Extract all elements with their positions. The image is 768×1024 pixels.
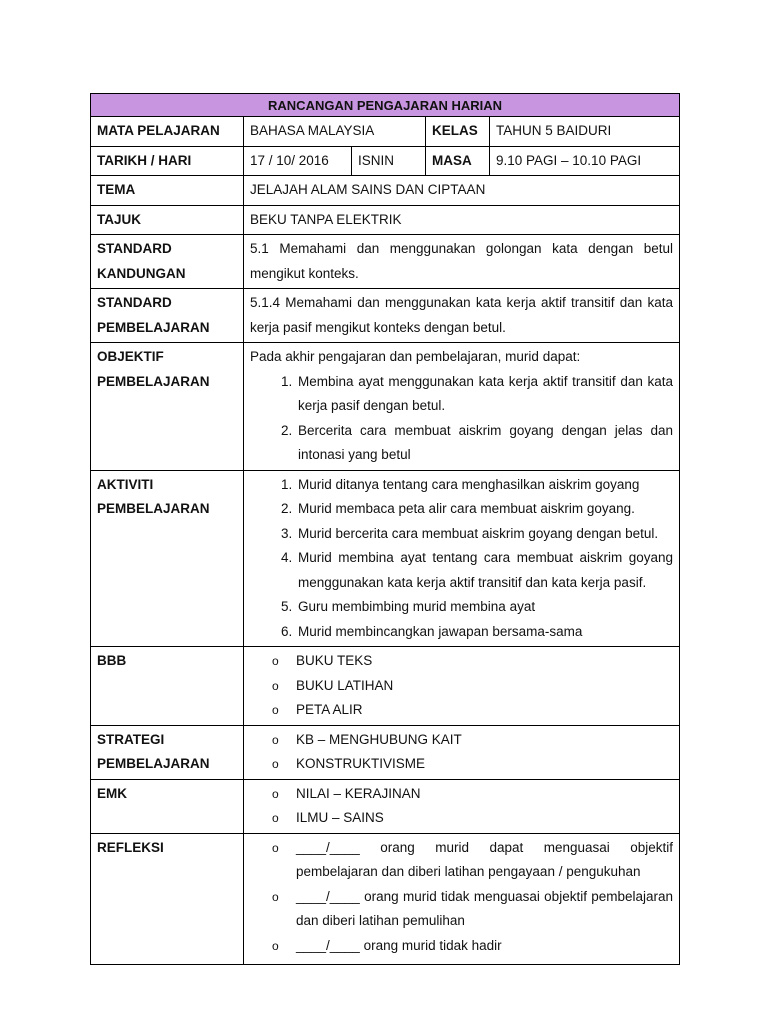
value-bbb (244, 647, 680, 726)
label-line: STANDARD (97, 295, 172, 310)
list-item-text: BUKU LATIHAN (296, 677, 394, 693)
circle-bullet-icon: o (272, 757, 279, 771)
row-aktiviti (91, 470, 680, 647)
document-title: RANCANGAN PENGAJARAN HARIAN (91, 94, 680, 117)
value-strategi (244, 725, 680, 779)
refleksi-list (250, 836, 673, 959)
row-strategi (91, 725, 680, 779)
list-item: 5. Guru membimbing murid membina ayat (296, 595, 673, 620)
row-mata-pelajaran (91, 117, 680, 147)
value-standard-pembelajaran: 5.1.4 Memahami dan menggunakan kata kerja aktif transitif dan kata kerja pasif mengikut konteks dengan betul. (244, 289, 680, 343)
label-emk: EMK (91, 779, 244, 833)
row-emk (91, 779, 680, 833)
label-mata-pelajaran: MATA PELAJARAN (91, 117, 244, 147)
list-item: 1. Membina ayat menggunakan kata kerja aktif transitif dan kata kerja pasif dengan betul. (296, 370, 673, 419)
strategi-list (250, 728, 673, 777)
bbb-list (250, 649, 673, 723)
list-item: 2. Murid membaca peta alir cara membuat aiskrim goyang. (296, 497, 673, 522)
circle-bullet-icon: o (272, 938, 279, 953)
row-refleksi (91, 833, 680, 965)
row-standard-kandungan (91, 235, 680, 289)
label-kelas: KELAS (426, 117, 490, 147)
list-item (250, 934, 673, 959)
value-refleksi (244, 833, 680, 965)
label-objektif (91, 343, 244, 471)
list-item-text: ____/____ orang murid tidak hadir (296, 937, 502, 953)
objektif-intro: Pada akhir pengajaran dan pembelajaran, murid dapat: (250, 349, 581, 364)
label-line: PEMBELAJARAN (97, 756, 210, 771)
title-row (91, 94, 680, 117)
list-item (250, 698, 673, 723)
label-line: PEMBELAJARAN (97, 373, 210, 389)
label-tajuk: TAJUK (91, 205, 244, 235)
row-objektif (91, 343, 680, 471)
label-standard-kandungan (91, 235, 244, 289)
label-line: PEMBELAJARAN (97, 501, 210, 516)
label-line: STANDARD (97, 241, 172, 256)
label-tarikh-hari: TARIKH / HARI (91, 146, 244, 176)
circle-bullet-icon: o (272, 786, 279, 801)
list-item (250, 782, 673, 807)
row-tema (91, 176, 680, 206)
label-bbb: BBB (91, 647, 244, 726)
list-item-text: NILAI – KERAJINAN (296, 785, 421, 801)
label-aktiviti (91, 470, 244, 647)
row-bbb (91, 647, 680, 726)
row-tarikh (91, 146, 680, 176)
list-item (250, 836, 673, 885)
row-tajuk (91, 205, 680, 235)
value-objektif (244, 343, 680, 471)
list-item (250, 674, 673, 699)
list-item: 1. Murid ditanya tentang cara menghasilkan aiskrim goyang (296, 473, 673, 498)
list-item-text: BUKU TEKS (296, 653, 373, 668)
value-emk (244, 779, 680, 833)
lesson-plan-table (90, 93, 680, 965)
list-item (250, 728, 673, 753)
value-masa: 9.10 PAGI – 10.10 PAGI (490, 146, 680, 176)
list-item-text: ____/____ orang murid dapat menguasai objektif pembelajaran dan diberi latihan pengayaan / pengukuhan (296, 839, 674, 879)
row-standard-pembelajaran (91, 289, 680, 343)
label-refleksi: REFLEKSI (91, 833, 244, 965)
value-kelas: TAHUN 5 BAIDURI (490, 117, 680, 147)
label-line: KANDUNGAN (97, 265, 186, 281)
list-item: 4. Murid membina ayat tentang cara membuat aiskrim goyang menggunakan kata kerja aktif transitif dan kata kerja pasif. (296, 546, 673, 595)
list-item (250, 885, 673, 934)
aktiviti-list (250, 473, 673, 645)
label-line: STRATEGI (97, 731, 165, 747)
objektif-list (250, 370, 673, 468)
value-aktiviti (244, 470, 680, 647)
label-line: PEMBELAJARAN (97, 319, 210, 335)
circle-bullet-icon: o (272, 840, 279, 855)
circle-bullet-icon: o (272, 732, 279, 747)
list-item-text: KB – MENGHUBUNG KAIT (296, 731, 462, 747)
list-item (250, 649, 673, 674)
circle-bullet-icon: o (272, 889, 279, 904)
label-line: OBJEKTIF (97, 349, 164, 364)
label-tema: TEMA (91, 176, 244, 206)
list-item-text: PETA ALIR (296, 702, 363, 717)
emk-list (250, 782, 673, 831)
value-standard-kandungan: 5.1 Memahami dan menggunakan golongan kata dengan betul mengikut konteks. (244, 235, 680, 289)
circle-bullet-icon: o (272, 654, 279, 668)
list-item (250, 806, 673, 831)
label-standard-pembelajaran (91, 289, 244, 343)
label-strategi (91, 725, 244, 779)
value-mata-pelajaran: BAHASA MALAYSIA (244, 117, 426, 147)
list-item: 6. Murid membincangkan jawapan bersama-sama (296, 620, 673, 645)
list-item: 2. Bercerita cara membuat aiskrim goyang dengan jelas dan intonasi yang betul (296, 419, 673, 468)
value-tarikh: 17 / 10/ 2016 (244, 146, 352, 176)
value-tema: JELAJAH ALAM SAINS DAN CIPTAAN (244, 176, 680, 206)
value-tajuk: BEKU TANPA ELEKTRIK (244, 205, 680, 235)
value-hari: ISNIN (352, 146, 426, 176)
list-item-text: ILMU – SAINS (296, 810, 384, 825)
list-item (250, 752, 673, 777)
circle-bullet-icon: o (272, 703, 279, 717)
label-masa: MASA (426, 146, 490, 176)
list-item: 3. Murid bercerita cara membuat aiskrim goyang dengan betul. (296, 522, 673, 547)
list-item-text: KONSTRUKTIVISME (296, 756, 426, 771)
label-line: AKTIVITI (97, 476, 154, 492)
list-item-text: ____/____ orang murid tidak menguasai objektif pembelajaran dan diberi latihan pemulihan (296, 888, 674, 928)
circle-bullet-icon: o (272, 678, 279, 693)
circle-bullet-icon: o (272, 811, 279, 825)
